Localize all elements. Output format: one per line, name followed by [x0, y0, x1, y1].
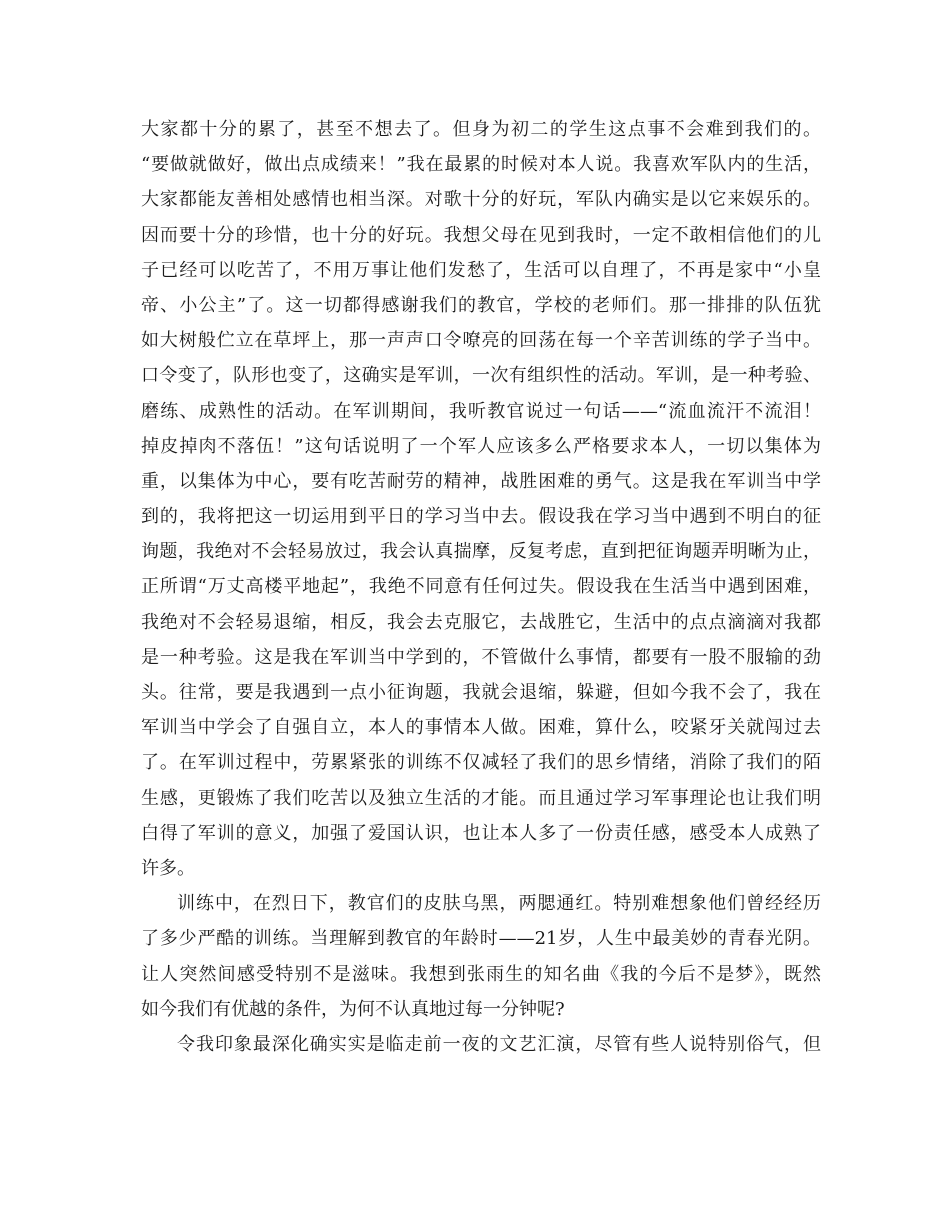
text-line: 如大树般伫立在草坪上，那一声声口令嘹亮的回荡在每一个辛苦训练的学子当中。	[141, 330, 821, 352]
text-line: 到的，我将把这一切运用到平日的学习当中去。假设我在学习当中遇到不明白的征	[141, 506, 821, 528]
text-line: 磨练、成熟性的活动。在军训期间，我听教官说过一句话——“流血流汗不流泪！	[141, 400, 821, 422]
text-line: 重，以集体为中心，要有吃苦耐劳的精神，战胜困难的勇气。这是我在军训当中学	[141, 470, 821, 492]
text-line: 让人突然间感受特别不是滋味。我想到张雨生的知名曲《我的今后不是梦》，既然	[141, 963, 821, 985]
text-line: 正所谓“万丈高楼平地起”，我绝不同意有任何过失。假设我在生活当中遇到困难，	[141, 576, 821, 598]
text-line: 如今我们有优越的条件，为何不认真地过每一分钟呢?	[141, 998, 565, 1020]
paragraph-first-line: 训练中，在烈日下，教官们的皮肤乌黑，两腮通红。特别难想象他们曾经经历	[177, 893, 821, 915]
text-line: 了。在军训过程中，劳累紧张的训练不仅减轻了我们的思乡情绪，消除了我们的陌	[141, 752, 821, 774]
text-line: 白得了军训的意义，加强了爱国认识，也让本人多了一份责任感，感受本人成熟了	[141, 822, 821, 844]
text-line: 许多。	[141, 857, 195, 879]
text-line: 生感，更锻炼了我们吃苦以及独立生活的才能。而且通过学习军事理论也让我们明	[141, 787, 821, 809]
text-line: 头。往常，要是我遇到一点小征询题，我就会退缩，躲避，但如今我不会了，我在	[141, 682, 821, 703]
text-line: 帝、小公主”了。这一切都得感谢我们的教官，学校的老师们。那一排排的队伍犹	[141, 294, 821, 316]
text-line: 询题，我绝对不会轻易放过，我会认真揣摩，反复考虑，直到把征询题弄明晰为止，	[141, 541, 821, 563]
text-line: 军训当中学会了自强自立，本人的事情本人做。困难，算什么，咬紧牙关就闯过去	[141, 717, 821, 739]
document-body	[141, 112, 821, 1062]
text-line: “要做就做好，做出点成绩来！”我在最累的时候对本人说。我喜欢军队内的生活，	[141, 154, 821, 176]
paragraph-first-line: 令我印象最深化确实实是临走前一夜的文艺汇演，尽管有些人说特别俗气，但	[177, 1033, 821, 1055]
text-line: 我绝对不会轻易退缩，相反，我会去克服它，去战胜它，生活中的点点滴滴对我都	[141, 611, 821, 633]
text-line: 口令变了，队形也变了，这确实是军训，一次有组织性的活动。军训，是一种考验、	[141, 365, 821, 387]
text-line: 子已经可以吃苦了，不用万事让他们发愁了，生活可以自理了，不再是家中“小皇	[141, 259, 821, 281]
text-line: 了多少严酷的训练。当理解到教官的年龄时——21岁，人生中最美妙的青春光阴。	[141, 928, 821, 950]
text-line: 是一种考验。这是我在军训当中学到的，不管做什么事情，都要有一股不服输的劲	[141, 646, 821, 668]
text-line: 大家都十分的累了，甚至不想去了。但身为初二的学生这点事不会难到我们的。	[141, 119, 821, 140]
text-line: 掉皮掉肉不落伍！”这句话说明了一个军人应该多么严格要求本人，一切以集体为	[141, 435, 821, 457]
text-line: 因而要十分的珍惜，也十分的好玩。我想父母在见到我时，一定不敢相信他们的儿	[141, 224, 821, 246]
text-line: 大家都能友善相处感情也相当深。对歌十分的好玩，军队内确实是以它来娱乐的。	[141, 189, 821, 211]
